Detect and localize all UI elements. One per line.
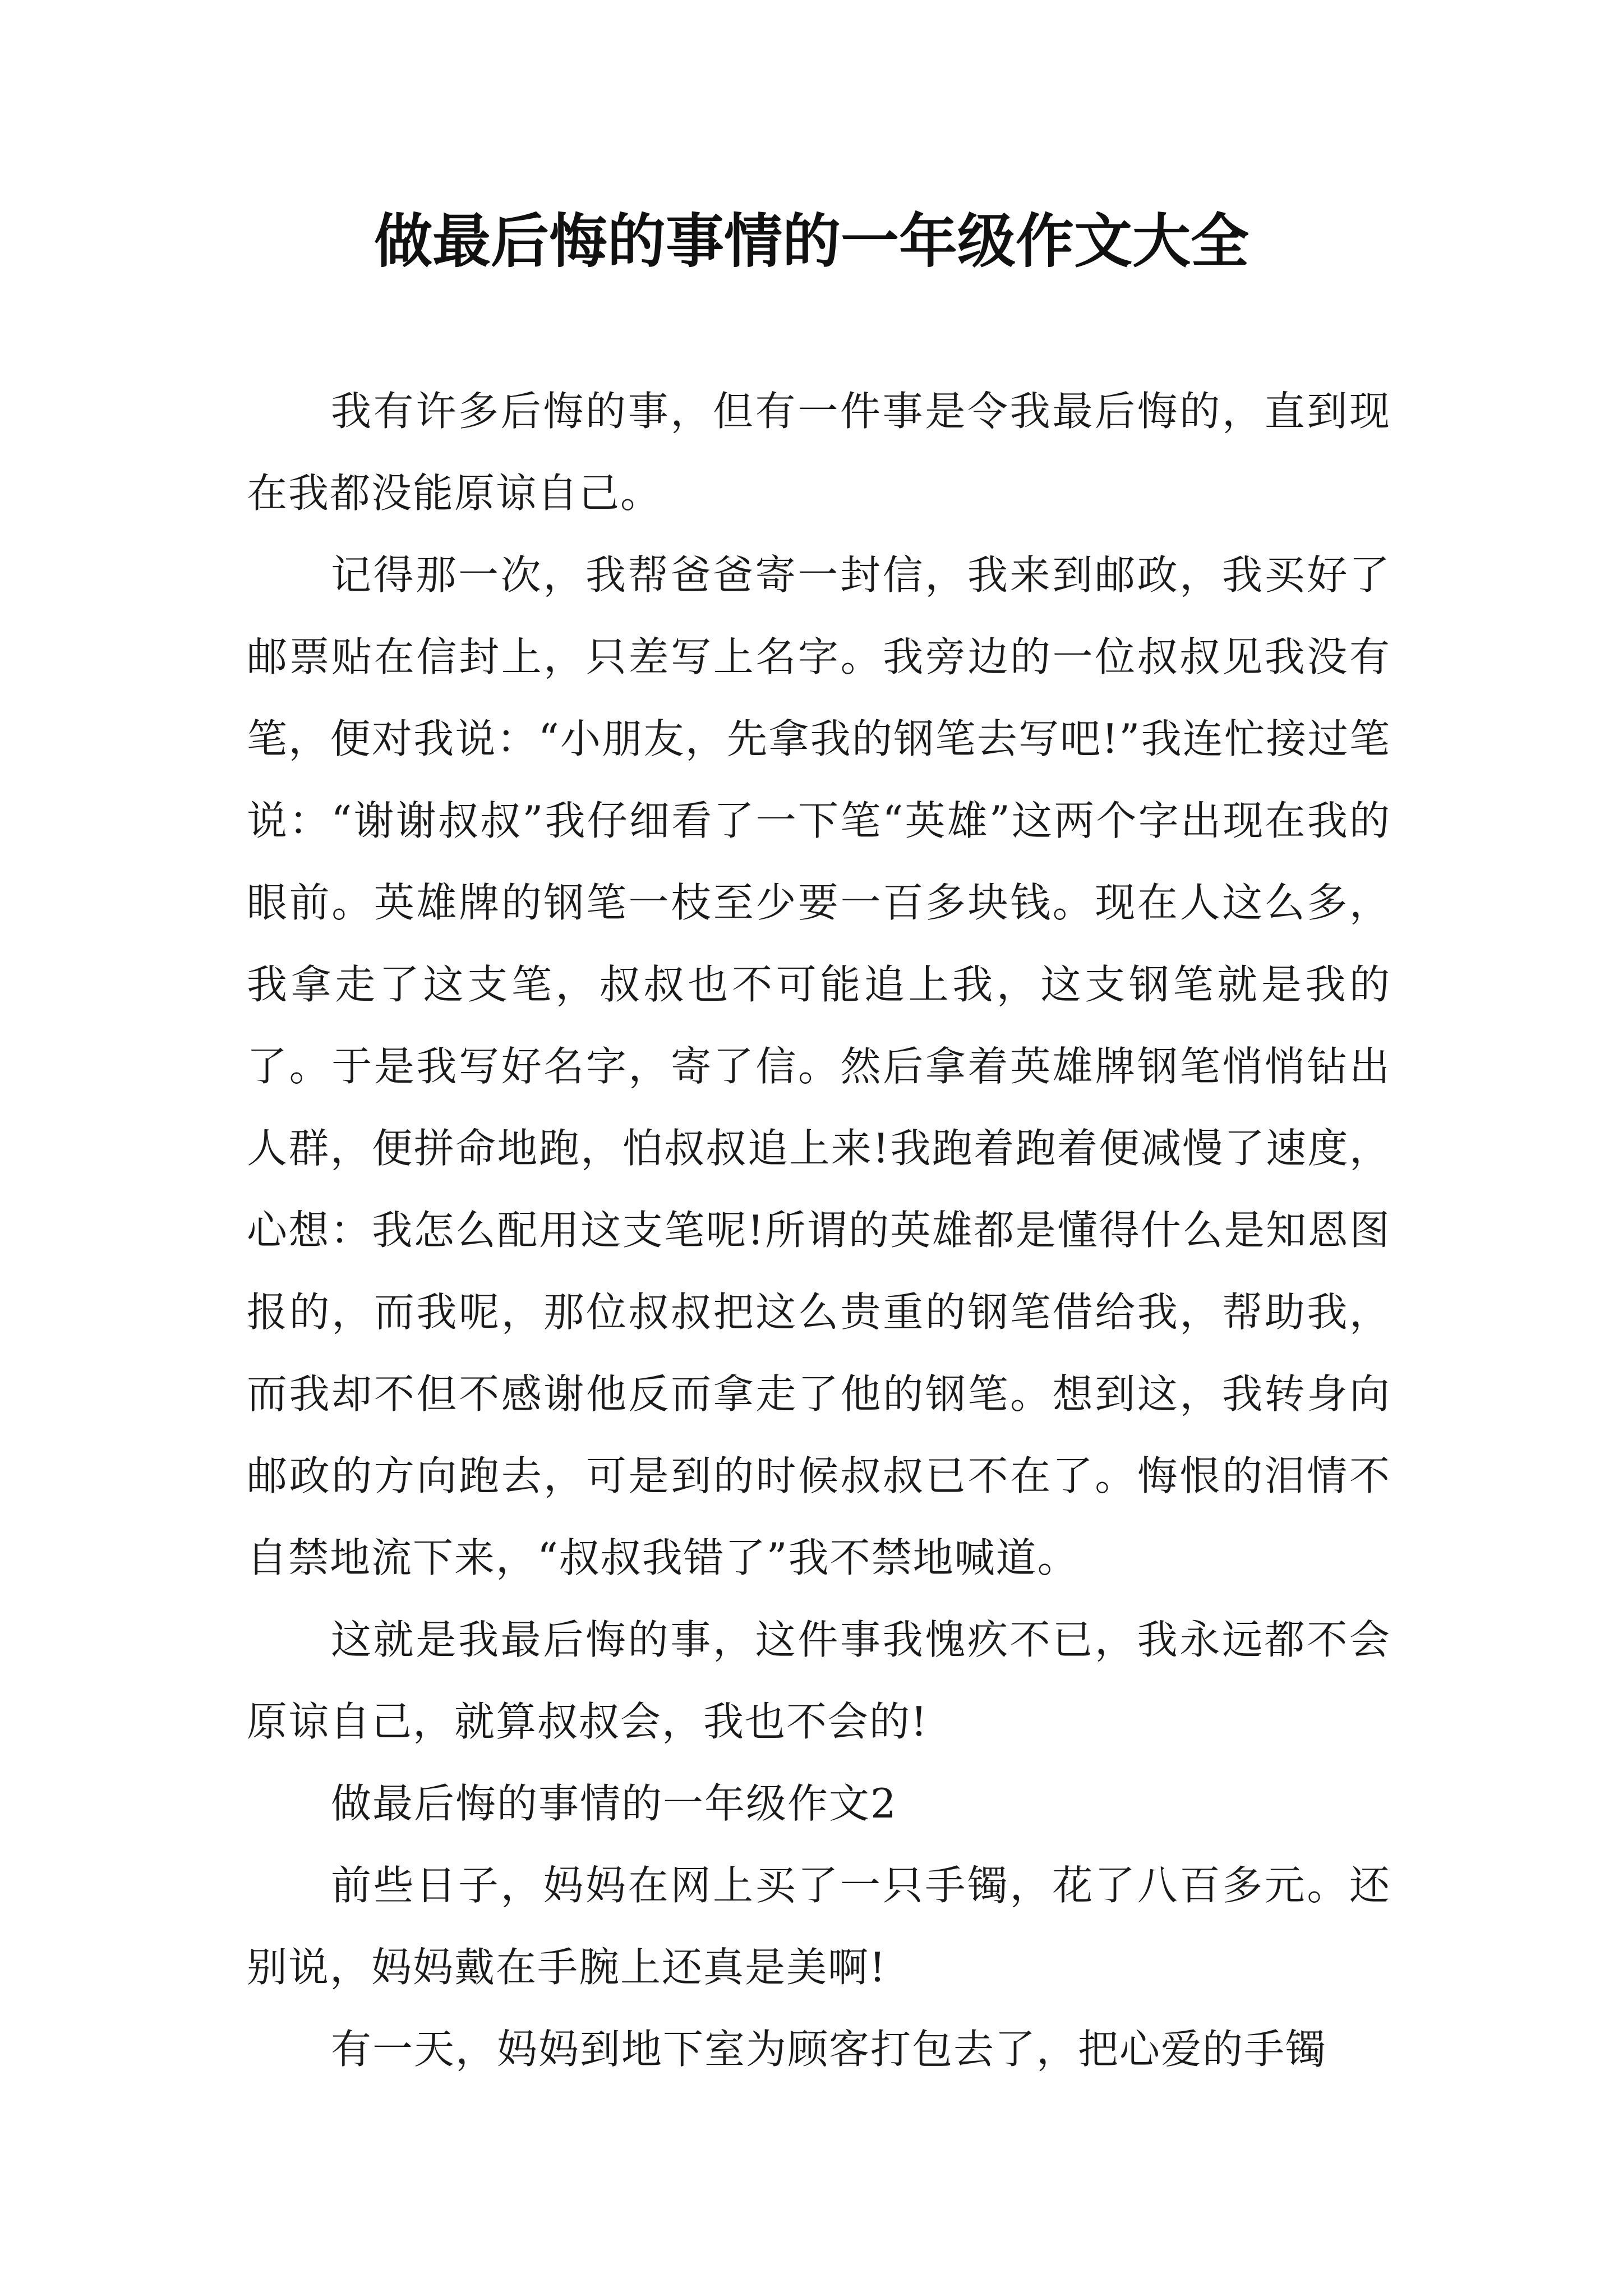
document-body [247, 370, 1391, 2090]
document-title: 做最后悔的事情的一年级作文大全 [374, 206, 1249, 275]
paragraph: 有一天，妈妈到地下室为顾客打包去了，把心爱的手镯 [331, 2026, 1327, 2073]
paragraph: 前些日子，妈妈在网上买了一只手镯，花了八百多元。还别说，妈妈戴在手腕上还真是美啊! [247, 1862, 1391, 1991]
section-heading: 做最后悔的事情的一年级作文2 [331, 1780, 897, 1827]
paragraph: 我有许多后悔的事，但有一件事是令我最后悔的，直到现在我都没能原谅自己。 [247, 388, 1391, 517]
paragraph: 记得那一次，我帮爸爸寄一封信，我来到邮政，我买好了邮票贴在信封上，只差写上名字。我旁边的一位叔叔见我没有笔，便对我说：“小朋友，先拿我的钢笔去写吧!”我连忙接过笔说：“谢谢叔叔”我仔细看了一下笔“英雄”这两个字出现在我的眼前。英雄牌的钢笔一枝至少要一百多块钱。现在人这么多，我拿走了这支笔，叔叔也不可能追上我，这支钢笔就是我的了。于是我写好名字，寄了信。然后拿着英雄牌钢笔悄悄钻出人群，便拼命地跑，怕叔叔追上来!我跑着跑着便减慢了速度，心想：我怎么配用这支笔呢!所谓的英雄都是懂得什么是知恩图报的，而我呢，那位叔叔把这么贵重的钢笔借给我，帮助我，而我却不但不感谢他反而拿走了他的钢笔。想到这，我转身向邮政的方向跑去，可是到的时候叔叔已不在了。悔恨的泪情不自禁地流下来，“叔叔我错了”我不禁地喊道。 [247, 551, 1391, 1581]
paragraph: 这就是我最后悔的事，这件事我愧疚不已，我永远都不会原谅自己，就算叔叔会，我也不会的! [247, 1616, 1391, 1745]
